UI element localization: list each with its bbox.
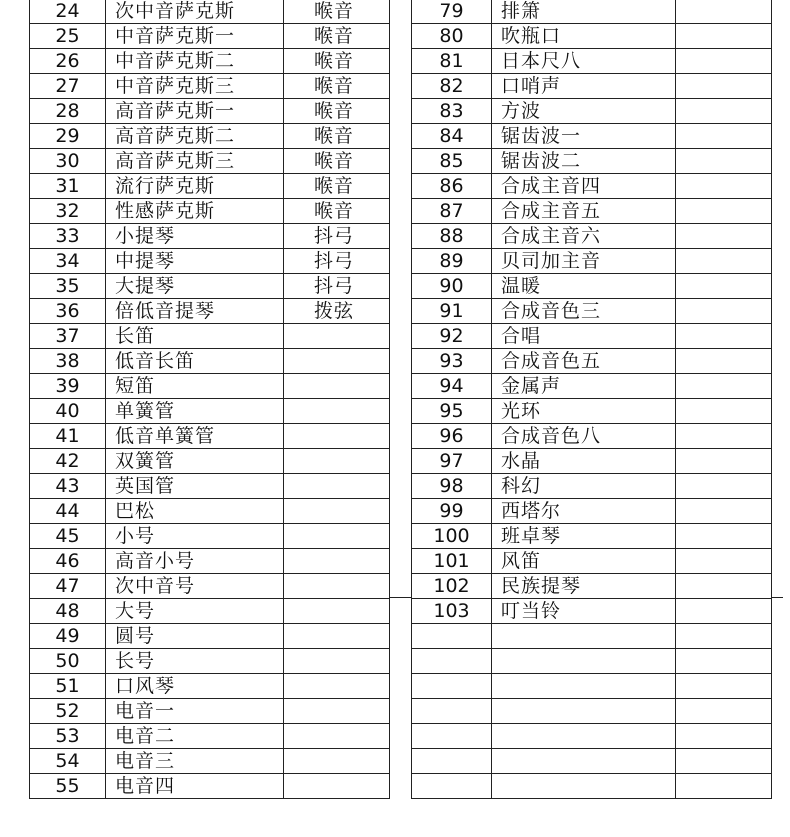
voice-number: 98	[412, 474, 492, 499]
table-row	[412, 699, 772, 724]
table-row	[412, 399, 772, 424]
voice-name: 光环	[492, 399, 676, 424]
voice-effect	[676, 699, 772, 724]
voice-number: 79	[412, 0, 492, 24]
divider-line	[389, 597, 411, 598]
voice-effect	[676, 124, 772, 149]
voice-name: 电音一	[106, 699, 284, 724]
voice-effect	[676, 274, 772, 299]
voice-name: 单簧管	[106, 399, 284, 424]
voice-name	[492, 699, 676, 724]
voice-number: 28	[30, 99, 106, 124]
table-row	[30, 724, 390, 749]
voice-effect	[676, 674, 772, 699]
voice-effect	[284, 524, 390, 549]
voice-name: 锯齿波一	[492, 124, 676, 149]
voice-name: 叮当铃	[492, 599, 676, 624]
voice-name: 合成主音四	[492, 174, 676, 199]
voice-number: 50	[30, 649, 106, 674]
table-row	[412, 549, 772, 574]
voice-number: 85	[412, 149, 492, 174]
voice-number: 55	[30, 774, 106, 799]
voice-effect	[676, 0, 772, 24]
voice-number: 38	[30, 349, 106, 374]
voice-number: 24	[30, 0, 106, 24]
table-row	[412, 124, 772, 149]
voice-number: 93	[412, 349, 492, 374]
table-row	[412, 624, 772, 649]
voice-number: 32	[30, 199, 106, 224]
voice-effect	[676, 449, 772, 474]
voice-table-right	[411, 0, 772, 799]
voice-effect	[284, 399, 390, 424]
voice-name: 高音小号	[106, 549, 284, 574]
voice-name: 高音萨克斯一	[106, 99, 284, 124]
table-row	[30, 674, 390, 699]
table-row	[30, 274, 390, 299]
voice-effect	[676, 499, 772, 524]
voice-number: 36	[30, 299, 106, 324]
voice-effect	[676, 599, 772, 624]
voice-effect	[284, 774, 390, 799]
voice-effect	[284, 349, 390, 374]
table-row	[412, 674, 772, 699]
table-row	[412, 599, 772, 624]
voice-effect: 抖弓	[284, 249, 390, 274]
voice-name: 班卓琴	[492, 524, 676, 549]
voice-number: 52	[30, 699, 106, 724]
voice-name: 合唱	[492, 324, 676, 349]
voice-effect	[676, 49, 772, 74]
voice-effect	[284, 724, 390, 749]
voice-effect	[284, 374, 390, 399]
voice-number: 42	[30, 449, 106, 474]
table-row	[30, 624, 390, 649]
voice-effect	[284, 449, 390, 474]
voice-effect: 喉音	[284, 99, 390, 124]
voice-number: 91	[412, 299, 492, 324]
table-row	[412, 574, 772, 599]
voice-effect	[284, 674, 390, 699]
voice-name	[492, 624, 676, 649]
voice-number: 80	[412, 24, 492, 49]
voice-number	[412, 749, 492, 774]
voice-number: 103	[412, 599, 492, 624]
voice-table-right-body	[412, 0, 772, 799]
voice-effect	[676, 224, 772, 249]
voice-effect	[676, 424, 772, 449]
voice-effect	[676, 24, 772, 49]
voice-name: 电音二	[106, 724, 284, 749]
table-row	[412, 474, 772, 499]
table-row	[30, 224, 390, 249]
voice-effect	[676, 474, 772, 499]
voice-effect	[676, 549, 772, 574]
voice-name: 中音萨克斯一	[106, 24, 284, 49]
voice-effect	[676, 174, 772, 199]
voice-name: 吹瓶口	[492, 24, 676, 49]
voice-effect	[676, 374, 772, 399]
voice-number: 39	[30, 374, 106, 399]
table-row	[412, 174, 772, 199]
voice-effect	[676, 349, 772, 374]
voice-effect	[284, 599, 390, 624]
voice-number: 84	[412, 124, 492, 149]
voice-name: 西塔尔	[492, 499, 676, 524]
voice-number: 82	[412, 74, 492, 99]
table-row	[30, 99, 390, 124]
table-row	[30, 774, 390, 799]
voice-effect	[284, 549, 390, 574]
voice-number	[412, 774, 492, 799]
voice-number: 102	[412, 574, 492, 599]
voice-effect	[676, 524, 772, 549]
voice-table-left	[29, 0, 390, 799]
voice-effect	[284, 749, 390, 774]
voice-number: 27	[30, 74, 106, 99]
table-row	[30, 0, 390, 24]
table-row	[30, 374, 390, 399]
voice-effect	[676, 149, 772, 174]
voice-name: 流行萨克斯	[106, 174, 284, 199]
voice-number: 43	[30, 474, 106, 499]
table-row	[30, 149, 390, 174]
voice-number: 86	[412, 174, 492, 199]
voice-effect: 喉音	[284, 174, 390, 199]
voice-effect	[676, 624, 772, 649]
table-row	[30, 649, 390, 674]
voice-name: 水晶	[492, 449, 676, 474]
voice-name: 倍低音提琴	[106, 299, 284, 324]
voice-effect	[284, 649, 390, 674]
voice-effect	[284, 574, 390, 599]
voice-effect: 喉音	[284, 49, 390, 74]
table-row	[412, 49, 772, 74]
table-row	[30, 124, 390, 149]
voice-name: 圆号	[106, 624, 284, 649]
table-row	[412, 149, 772, 174]
voice-number: 33	[30, 224, 106, 249]
table-row	[30, 749, 390, 774]
voice-number: 46	[30, 549, 106, 574]
voice-effect	[284, 424, 390, 449]
table-row	[30, 399, 390, 424]
voice-name: 日本尺八	[492, 49, 676, 74]
voice-number: 81	[412, 49, 492, 74]
voice-name: 高音萨克斯二	[106, 124, 284, 149]
voice-number: 92	[412, 324, 492, 349]
divider-line-right	[771, 597, 783, 598]
voice-name: 锯齿波二	[492, 149, 676, 174]
table-row	[412, 224, 772, 249]
table-row	[412, 249, 772, 274]
voice-number: 48	[30, 599, 106, 624]
voice-name: 长号	[106, 649, 284, 674]
voice-effect	[284, 624, 390, 649]
voice-name: 电音四	[106, 774, 284, 799]
voice-number: 35	[30, 274, 106, 299]
voice-effect	[284, 499, 390, 524]
voice-name: 电音三	[106, 749, 284, 774]
table-row	[412, 74, 772, 99]
voice-name: 排箫	[492, 0, 676, 24]
table-row	[412, 99, 772, 124]
voice-effect	[284, 699, 390, 724]
voice-name: 大号	[106, 599, 284, 624]
voice-name: 低音长笛	[106, 349, 284, 374]
voice-effect: 喉音	[284, 149, 390, 174]
voice-name: 短笛	[106, 374, 284, 399]
voice-number: 87	[412, 199, 492, 224]
voice-name: 低音单簧管	[106, 424, 284, 449]
table-row	[412, 724, 772, 749]
table-row	[412, 324, 772, 349]
voice-number: 51	[30, 674, 106, 699]
voice-number: 89	[412, 249, 492, 274]
voice-number: 94	[412, 374, 492, 399]
table-row	[30, 449, 390, 474]
table-row	[412, 374, 772, 399]
voice-name: 民族提琴	[492, 574, 676, 599]
voice-effect: 抖弓	[284, 274, 390, 299]
voice-name: 小号	[106, 524, 284, 549]
table-row	[30, 249, 390, 274]
voice-number: 34	[30, 249, 106, 274]
voice-name: 次中音萨克斯	[106, 0, 284, 24]
table-row	[30, 24, 390, 49]
voice-effect	[676, 199, 772, 224]
table-row	[412, 0, 772, 24]
voice-effect: 喉音	[284, 199, 390, 224]
voice-name: 科幻	[492, 474, 676, 499]
voice-effect	[676, 99, 772, 124]
voice-effect	[676, 399, 772, 424]
voice-effect: 喉音	[284, 0, 390, 24]
table-row	[30, 299, 390, 324]
voice-effect	[676, 324, 772, 349]
voice-name: 中音萨克斯三	[106, 74, 284, 99]
voice-name: 贝司加主音	[492, 249, 676, 274]
table-row	[412, 774, 772, 799]
table-row	[412, 299, 772, 324]
voice-name: 合成主音五	[492, 199, 676, 224]
voice-name: 合成音色五	[492, 349, 676, 374]
voice-number	[412, 649, 492, 674]
table-row	[30, 499, 390, 524]
voice-name: 温暖	[492, 274, 676, 299]
voice-name: 次中音号	[106, 574, 284, 599]
voice-name: 双簧管	[106, 449, 284, 474]
voice-number: 97	[412, 449, 492, 474]
table-row	[412, 199, 772, 224]
voice-number: 96	[412, 424, 492, 449]
table-row	[30, 349, 390, 374]
voice-number: 88	[412, 224, 492, 249]
voice-name: 口哨声	[492, 74, 676, 99]
voice-name: 小提琴	[106, 224, 284, 249]
voice-name: 方波	[492, 99, 676, 124]
table-row	[30, 574, 390, 599]
voice-name	[492, 649, 676, 674]
voice-number: 25	[30, 24, 106, 49]
table-row	[30, 524, 390, 549]
voice-number: 83	[412, 99, 492, 124]
voice-number: 45	[30, 524, 106, 549]
voice-effect	[676, 724, 772, 749]
table-row	[30, 199, 390, 224]
table-row	[30, 699, 390, 724]
table-row	[412, 749, 772, 774]
voice-name: 风笛	[492, 549, 676, 574]
voice-effect	[676, 574, 772, 599]
voice-name: 长笛	[106, 324, 284, 349]
table-row	[30, 599, 390, 624]
voice-name	[492, 749, 676, 774]
voice-number: 30	[30, 149, 106, 174]
table-row	[412, 649, 772, 674]
voice-effect: 喉音	[284, 24, 390, 49]
table-row	[30, 74, 390, 99]
voice-effect	[676, 649, 772, 674]
table-row	[412, 424, 772, 449]
voice-number: 95	[412, 399, 492, 424]
voice-name: 金属声	[492, 374, 676, 399]
voice-table-left-body	[30, 0, 390, 799]
table-row	[412, 274, 772, 299]
voice-number: 100	[412, 524, 492, 549]
table-row	[30, 174, 390, 199]
table-row	[30, 549, 390, 574]
voice-number	[412, 699, 492, 724]
voice-effect: 抖弓	[284, 224, 390, 249]
voice-number: 31	[30, 174, 106, 199]
table-row	[412, 24, 772, 49]
voice-effect	[676, 74, 772, 99]
voice-number: 47	[30, 574, 106, 599]
voice-number: 44	[30, 499, 106, 524]
voice-effect	[676, 249, 772, 274]
voice-name: 口风琴	[106, 674, 284, 699]
voice-number	[412, 624, 492, 649]
voice-name: 合成主音六	[492, 224, 676, 249]
voice-name	[492, 774, 676, 799]
table-row	[412, 449, 772, 474]
voice-number: 99	[412, 499, 492, 524]
voice-number: 29	[30, 124, 106, 149]
voice-name: 中提琴	[106, 249, 284, 274]
voice-effect: 喉音	[284, 74, 390, 99]
voice-effect	[284, 474, 390, 499]
voice-effect	[284, 324, 390, 349]
voice-number	[412, 674, 492, 699]
table-row	[30, 324, 390, 349]
voice-name	[492, 724, 676, 749]
voice-number: 101	[412, 549, 492, 574]
voice-name: 性感萨克斯	[106, 199, 284, 224]
voice-name: 英国管	[106, 474, 284, 499]
voice-name	[492, 674, 676, 699]
voice-number: 49	[30, 624, 106, 649]
voice-name: 高音萨克斯三	[106, 149, 284, 174]
table-row	[412, 349, 772, 374]
table-row	[30, 474, 390, 499]
voice-effect	[676, 299, 772, 324]
table-row	[30, 49, 390, 74]
voice-name: 巴松	[106, 499, 284, 524]
voice-name: 大提琴	[106, 274, 284, 299]
voice-number	[412, 724, 492, 749]
voice-number: 90	[412, 274, 492, 299]
voice-name: 合成音色八	[492, 424, 676, 449]
voice-number: 53	[30, 724, 106, 749]
voice-number: 37	[30, 324, 106, 349]
voice-number: 40	[30, 399, 106, 424]
voice-effect: 喉音	[284, 124, 390, 149]
table-row	[412, 499, 772, 524]
voice-number: 41	[30, 424, 106, 449]
voice-number: 54	[30, 749, 106, 774]
voice-name: 合成音色三	[492, 299, 676, 324]
voice-number: 26	[30, 49, 106, 74]
voice-name: 中音萨克斯二	[106, 49, 284, 74]
table-row	[412, 524, 772, 549]
voice-effect: 拨弦	[284, 299, 390, 324]
table-row	[30, 424, 390, 449]
voice-effect	[676, 749, 772, 774]
voice-effect	[676, 774, 772, 799]
